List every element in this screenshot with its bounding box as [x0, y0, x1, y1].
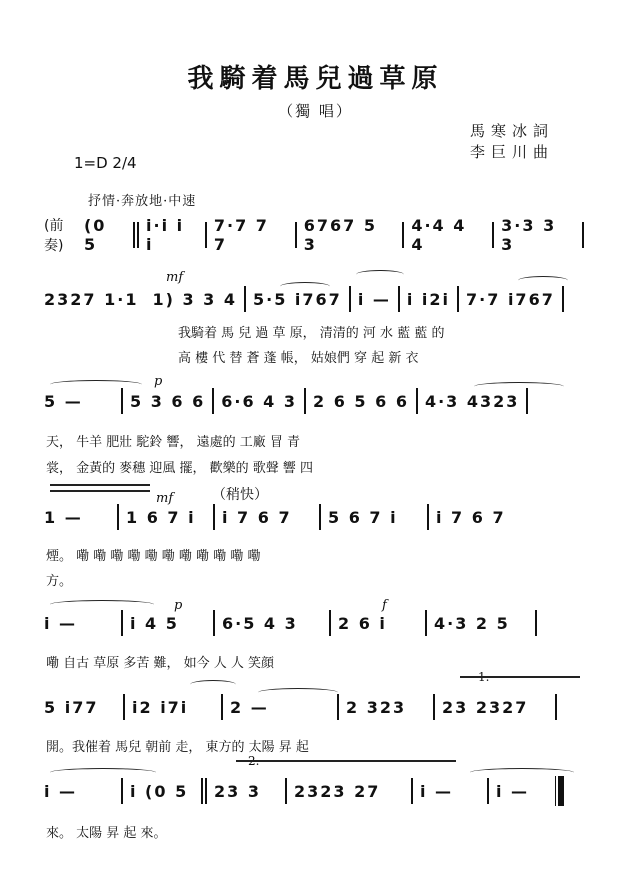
dynamic-marking: f [382, 598, 387, 613]
barline [526, 388, 528, 414]
measure: 1 — [44, 507, 83, 527]
measure: 5 6 7 i [328, 507, 398, 527]
hairpin-line [50, 490, 150, 492]
measure: i — [44, 613, 78, 633]
tempo-change-annotation: （稍快） [212, 487, 268, 503]
score-system-1 [44, 216, 584, 272]
measure: i — [357, 289, 391, 309]
final-barline [555, 776, 564, 806]
measure: i — [496, 781, 530, 801]
tie-slur [518, 276, 568, 285]
measure: i 7 6 7 [222, 507, 292, 527]
measure: 7·7 i767 [466, 289, 555, 309]
measure: 2 6 i [338, 613, 387, 633]
lyric-line: 我騎着 馬 兒 過 草 原， 清清的 河 水 藍 藍 的 [178, 326, 445, 341]
measure: 23 2327 [442, 697, 529, 717]
tie-slur [356, 270, 404, 279]
lyric-line: 天， 牛羊 肥壯 駝鈴 響， 遠處的 工廠 冒 青 [46, 435, 301, 450]
intro-label: (前奏) [44, 218, 64, 254]
measure: 5 — [44, 391, 83, 411]
measure: 4·3 2 5 [434, 613, 510, 633]
lyric-line: 裳， 金黃的 麥穗 迎風 擺， 歡樂的 歌聲 響 四 [46, 461, 314, 476]
measure: i (0 5 [130, 781, 189, 801]
measure: 6·5 4 3 [222, 613, 298, 633]
dynamic-marking: p [154, 374, 163, 389]
volta-bracket [460, 676, 580, 678]
measure: 5·5 i767 [253, 289, 342, 309]
measure: i 7 6 7 [436, 507, 506, 527]
lyricist-credit: 馬寒冰詞 [470, 122, 555, 140]
measure: 2 6 5 6 6 [313, 391, 409, 411]
dynamic-marking: mf [156, 491, 174, 506]
tie-slur [50, 600, 154, 609]
volta-bracket [236, 760, 456, 762]
measure: 2 323 [346, 697, 407, 717]
song-title: 我騎着馬兒過草原 [187, 64, 444, 94]
tie-slur [50, 768, 156, 777]
measure: i i2i [406, 289, 451, 309]
measure: 2323 27 [294, 781, 381, 801]
measure: i2 i7i [132, 697, 189, 717]
lyric-line: 高 樓 代 替 蒼 蓬 帳， 姑娘們 穿 起 新 衣 [178, 351, 419, 366]
measure: 3·3 3 3 [501, 216, 557, 254]
measure: 6·6 4 3 [221, 391, 297, 411]
measure: (0 5 [83, 216, 107, 254]
lyric-line: 來。 太陽 昇 起 來。 [46, 826, 167, 841]
tempo-marking: 抒情·奔放地·中速 [88, 194, 197, 209]
measure: 1) 3 3 4 [152, 289, 238, 309]
measure: 2327 1·1 [44, 289, 139, 309]
measure: 4·4 4 4 [411, 216, 467, 254]
hairpin-line [50, 484, 150, 486]
score-system-7 [44, 778, 584, 828]
barline [535, 610, 537, 636]
measure: i 4 5 [130, 613, 179, 633]
barline [582, 222, 584, 248]
measure: i — [44, 781, 78, 801]
dynamic-marking: mf [166, 270, 184, 285]
lyric-line: 嘞 自古 草原 多苦 難， 如今 人 人 笑顔 [46, 656, 275, 671]
song-subtitle: （獨 唱） [278, 102, 353, 120]
measure: 5 i77 [44, 697, 99, 717]
measure: 6767 5 3 [303, 216, 377, 254]
lyric-line: 開。我催着 馬兒 朝前 走， 東方的 太陽 昇 起 [46, 740, 309, 755]
tie-slur [190, 680, 236, 689]
key-signature: 1=D 2/4 [74, 154, 137, 172]
measure: 4·3 4323 [424, 391, 520, 411]
measure: 1 6 7 i [126, 507, 196, 527]
composer-credit: 李巨川曲 [470, 143, 555, 161]
measure: 7·7 7 7 [213, 216, 269, 254]
barline [555, 694, 557, 720]
measure: i — [420, 781, 454, 801]
dynamic-marking: p [174, 598, 183, 613]
measure: i·i i i [146, 216, 185, 254]
barline [562, 286, 564, 312]
lyric-line: 方。 [46, 574, 73, 589]
measure: 23 3 [214, 781, 261, 801]
lyric-line: 煙。 嘞 嘞 嘞 嘞 嘞 嘞 嘞 嘞 嘞 嘞 嘞 [46, 549, 261, 564]
measure: 5 3 6 6 [130, 391, 206, 411]
measure: 2 — [230, 697, 269, 717]
